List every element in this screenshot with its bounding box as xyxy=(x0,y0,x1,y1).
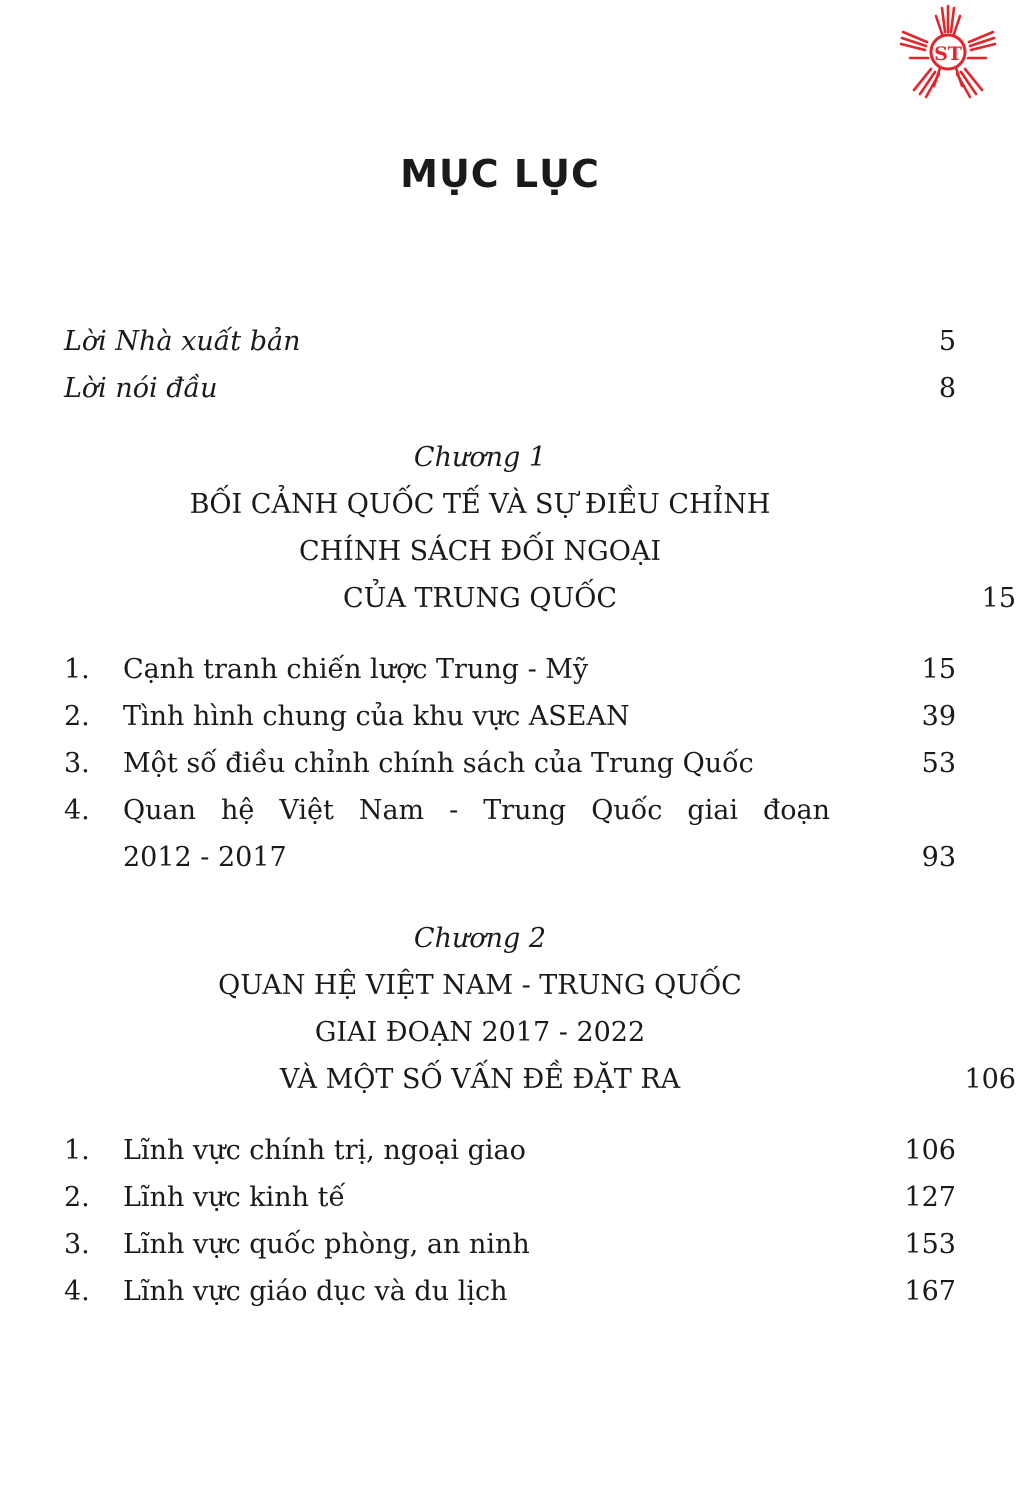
chapter-2-heading[interactable] xyxy=(64,915,1016,1103)
toc-item[interactable] xyxy=(64,740,956,787)
toc-item-number: 2. xyxy=(64,1182,90,1213)
toc-item-page: 93 xyxy=(921,842,956,873)
toc-entry-foreword[interactable] xyxy=(64,365,956,412)
toc-entry-publisher-note[interactable] xyxy=(64,318,956,365)
toc-item-continuation[interactable] xyxy=(64,834,956,881)
logo-monogram: ST xyxy=(934,43,962,65)
chapter-page: 106 xyxy=(964,1064,1016,1095)
chapter-title-line: CHÍNH SÁCH ĐỐI NGOẠI xyxy=(298,536,662,567)
toc-item[interactable] xyxy=(64,1221,956,1268)
toc-item-text: 2012 - 2017 xyxy=(123,842,287,873)
toc-item-number: 2. xyxy=(64,701,90,732)
toc-item[interactable] xyxy=(64,1268,956,1315)
chapter-title-line: VÀ MỘT SỐ VẤN ĐỀ ĐẶT RA xyxy=(279,1064,681,1095)
toc-item[interactable] xyxy=(64,1127,956,1174)
chapter-1-heading[interactable] xyxy=(64,434,1016,622)
toc-entry-page: 5 xyxy=(938,326,956,357)
toc-item-number: 3. xyxy=(64,1229,90,1260)
toc-item-text: Lĩnh vực chính trị, ngoại giao xyxy=(123,1135,526,1166)
toc-item-text: Cạnh tranh chiến lược Trung - Mỹ xyxy=(123,654,589,685)
toc-item-page: 15 xyxy=(921,654,956,685)
toc-item-number: 1. xyxy=(64,1135,90,1166)
publisher-logo xyxy=(898,2,998,98)
toc-item-text: Lĩnh vực giáo dục và du lịch xyxy=(123,1276,508,1307)
toc-item-text: Một số điều chỉnh chính sách của Trung Quốc xyxy=(123,748,754,779)
toc-item-number: 3. xyxy=(64,748,90,779)
toc-entry-page: 8 xyxy=(938,373,956,404)
toc-item-page: 39 xyxy=(921,701,956,732)
chapter-label: Chương 2 xyxy=(413,923,547,954)
toc-item[interactable] xyxy=(64,1174,956,1221)
chapter-title-line: GIAI ĐOẠN 2017 - 2022 xyxy=(314,1017,646,1048)
toc-item-text: Quan hệ Việt Nam - Trung Quốc giai đoạn xyxy=(123,795,830,826)
toc-item-number: 4. xyxy=(64,795,90,826)
toc-item-page: 153 xyxy=(904,1229,956,1260)
star-burst-logo-icon xyxy=(898,2,998,98)
chapter-page: 15 xyxy=(981,583,1016,614)
chapter-label: Chương 1 xyxy=(413,442,547,473)
chapter-title-line: BỐI CẢNH QUỐC TẾ VÀ SỰ ĐIỀU CHỈNH xyxy=(189,489,771,520)
toc-entry-label: Lời nói đầu xyxy=(64,373,218,404)
toc-entry-label: Lời Nhà xuất bản xyxy=(64,326,301,357)
toc-item-number: 4. xyxy=(64,1276,90,1307)
toc-item[interactable] xyxy=(64,693,956,740)
table-of-contents xyxy=(64,318,1016,1315)
toc-item-page: 53 xyxy=(921,748,956,779)
chapter-title-line: CỦA TRUNG QUỐC xyxy=(342,583,618,614)
toc-item-page: 106 xyxy=(904,1135,956,1166)
toc-item[interactable] xyxy=(64,787,956,834)
toc-item-text: Tình hình chung của khu vực ASEAN xyxy=(123,701,630,732)
toc-item-page: 127 xyxy=(904,1182,956,1213)
toc-item[interactable] xyxy=(64,646,956,693)
toc-item-number: 1. xyxy=(64,654,90,685)
page-title: MỤC LỤC xyxy=(400,152,600,196)
toc-item-page: 167 xyxy=(904,1276,956,1307)
toc-item-text: Lĩnh vực quốc phòng, an ninh xyxy=(123,1229,530,1260)
toc-item-text: Lĩnh vực kinh tế xyxy=(123,1182,346,1213)
chapter-title-line: QUAN HỆ VIỆT NAM - TRUNG QUỐC xyxy=(218,970,742,1001)
